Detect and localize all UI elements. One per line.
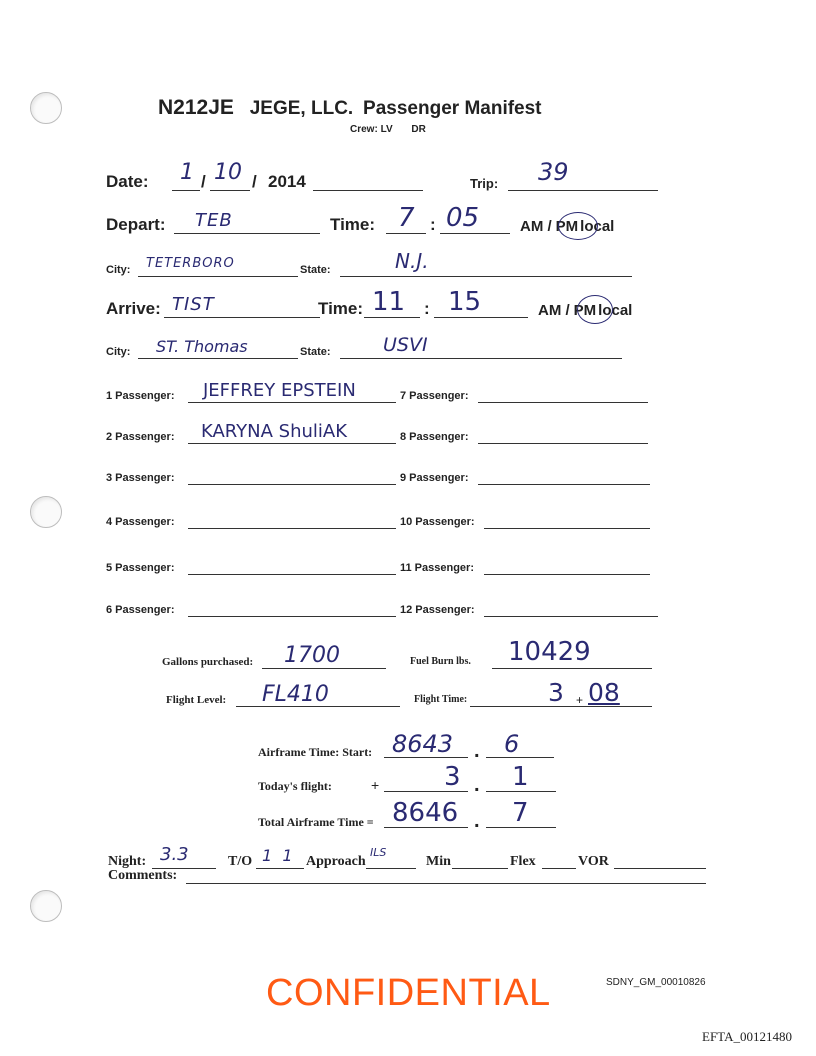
date-sep-1: /: [201, 172, 206, 191]
passenger-2-line: [188, 443, 396, 444]
arrive-time-label: Time:: [318, 299, 364, 318]
depart-city: TETERBORO: [146, 256, 235, 271]
depart-pm-circle: [555, 212, 598, 240]
gallons-value: 1700: [284, 643, 340, 668]
flight-level-value: FL410: [262, 682, 329, 707]
passenger-2-name: KARYNA ShuliAK: [201, 421, 348, 442]
passenger-5-line: [188, 574, 396, 575]
passenger-4-label: 4 Passenger:: [106, 516, 175, 528]
min-line: [452, 868, 508, 869]
crew-label: Crew:: [350, 124, 378, 135]
passenger-7-line: [478, 402, 648, 403]
passenger-1-label: 1 Passenger:: [106, 390, 175, 402]
manifest-title: [158, 96, 542, 120]
total-dot: .: [474, 810, 480, 832]
arrive-city-line: [138, 358, 298, 359]
day-line: [210, 190, 250, 191]
flex-label: Flex: [510, 854, 536, 869]
total-airframe-label: Total Airframe Time =: [258, 815, 374, 829]
tail-number: N212JE: [158, 96, 234, 119]
fuel-burn-value: 10429: [508, 637, 591, 667]
passenger-8-line: [478, 443, 648, 444]
arrive-hour-line: [364, 317, 420, 318]
min-label: Min: [426, 854, 451, 869]
flight-level-label: Flight Level:: [166, 694, 227, 706]
airframe-start-dot: .: [474, 740, 480, 762]
approach-value: ILS: [370, 846, 387, 859]
gallons-label: Gallons purchased:: [162, 656, 254, 668]
arrive-pm: PM: [573, 302, 597, 319]
date-month: 1: [180, 160, 194, 185]
to-label: T/O: [228, 854, 253, 869]
passenger-9-label: 9 Passenger:: [400, 472, 469, 484]
passenger-10-label: 10 Passenger:: [400, 516, 475, 528]
arrive-label: Arrive:: [106, 299, 161, 318]
passenger-12-label: 12 Passenger:: [400, 604, 475, 616]
crew-1: LV: [380, 124, 393, 135]
arrive-minute-line: [434, 317, 528, 318]
depart-hour-line: [386, 233, 426, 234]
airframe-start-dec: 6: [504, 730, 520, 758]
binder-hole-middle: [30, 496, 62, 528]
night-label: Night:: [108, 854, 147, 869]
depart-minute-line: [440, 233, 510, 234]
passenger-3-line: [188, 484, 396, 485]
passenger-3-label: 3 Passenger:: [106, 472, 175, 484]
vor-line: [614, 868, 706, 869]
total-dec: 7: [512, 798, 529, 828]
passenger-2-label: 2 Passenger:: [106, 431, 175, 443]
passenger-9-line: [478, 484, 650, 485]
passenger-7-label: 7 Passenger:: [400, 390, 469, 402]
passenger-5-label: 5 Passenger:: [106, 562, 175, 574]
flight-time-label: Flight Time:: [414, 694, 468, 705]
depart-minute: 05: [446, 203, 480, 233]
depart-time-label: Time:: [330, 215, 376, 234]
arrive-am: AM /: [538, 302, 570, 319]
trip-number: 39: [538, 158, 569, 186]
depart-hour: 7: [398, 203, 415, 233]
passenger-8-label: 8 Passenger:: [400, 431, 469, 443]
arrive-state-label: State:: [300, 346, 331, 358]
today-dec: 1: [512, 762, 529, 792]
passenger-11-line: [484, 574, 650, 575]
arrive-hour: 11: [372, 287, 406, 317]
fuel-burn-line: [492, 668, 652, 669]
airframe-start-int: 8643: [392, 730, 454, 758]
fuel-burn-label: Fuel Burn lbs.: [410, 656, 471, 667]
depart-label: Depart:: [106, 215, 166, 234]
approach-line: [366, 868, 416, 869]
vor-label: VOR: [578, 854, 609, 869]
comments-label: Comments:: [108, 868, 178, 883]
binder-hole-top: [30, 92, 62, 124]
comments-line: [186, 883, 706, 884]
today-flight-label: Today's flight:: [258, 779, 332, 793]
crew-line: [350, 124, 426, 135]
arrive-local: local: [598, 302, 633, 319]
depart-state-line: [340, 276, 632, 277]
passenger-6-label: 6 Passenger:: [106, 604, 175, 616]
gallons-line: [262, 668, 386, 669]
month-line: [172, 190, 200, 191]
depart-state-label: State:: [300, 264, 331, 276]
arrive-city-label: City:: [106, 346, 131, 358]
binder-hole-bottom: [30, 890, 62, 922]
depart-pm: PM: [555, 218, 579, 235]
airframe-start-label: Airframe Time: Start:: [258, 745, 373, 759]
arrive-line: [164, 317, 320, 318]
depart-city-label: City:: [106, 264, 131, 276]
total-int: 8646: [392, 798, 459, 828]
date-sep-2: /: [252, 172, 257, 191]
year-line: [313, 190, 423, 191]
trip-line: [508, 190, 658, 191]
arrive-state: USVI: [383, 334, 428, 356]
confidential-stamp: CONFIDENTIAL: [266, 972, 551, 1014]
night-value: 3.3: [160, 844, 189, 865]
airframe-start-dec-line: [486, 757, 554, 758]
arrive-airport: TIST: [172, 294, 215, 315]
arrive-colon: :: [424, 299, 430, 318]
depart-am: AM /: [520, 218, 552, 235]
arrive-minute: 15: [448, 287, 482, 317]
date-year: 2014: [268, 172, 306, 191]
date-label: Date:: [106, 172, 149, 191]
bates-sdny: SDNY_GM_00010826: [606, 977, 706, 988]
today-plus: +: [371, 777, 380, 793]
depart-line: [174, 233, 320, 234]
date-day: 10: [214, 160, 242, 185]
title-text: Passenger Manifest: [363, 98, 542, 119]
today-int: 3: [444, 762, 461, 792]
passenger-12-line: [484, 616, 658, 617]
passenger-1-name: JEFFREY EPSTEIN: [203, 380, 356, 401]
arrive-city: ST. Thomas: [156, 337, 248, 356]
approach-label: Approach: [306, 854, 366, 869]
to-line: [256, 868, 304, 869]
arrive-state-line: [340, 358, 622, 359]
depart-airport: TEB: [195, 210, 233, 231]
passenger-1-line: [188, 402, 396, 403]
flight-time-hours: 3: [548, 678, 564, 707]
trip-label: Trip:: [470, 176, 499, 191]
passenger-6-line: [188, 616, 396, 617]
flight-time-minutes: 08: [588, 678, 620, 707]
crew-2: DR: [411, 124, 426, 135]
company-name: JEGE, LLC.: [249, 98, 354, 119]
depart-colon: :: [430, 215, 436, 234]
passenger-4-line: [188, 528, 396, 529]
depart-local: local: [580, 218, 615, 235]
depart-city-line: [138, 276, 298, 277]
flex-line: [542, 868, 576, 869]
flight-time-sep: +: [576, 693, 584, 707]
today-dot: .: [474, 774, 480, 796]
to-value: 1 1: [262, 846, 293, 865]
bates-efta: EFTA_00121480: [702, 1029, 792, 1044]
passenger-10-line: [484, 528, 650, 529]
depart-state: N.J.: [395, 249, 429, 273]
passenger-11-label: 11 Passenger:: [400, 562, 474, 574]
arrive-pm-circle: [577, 295, 613, 324]
